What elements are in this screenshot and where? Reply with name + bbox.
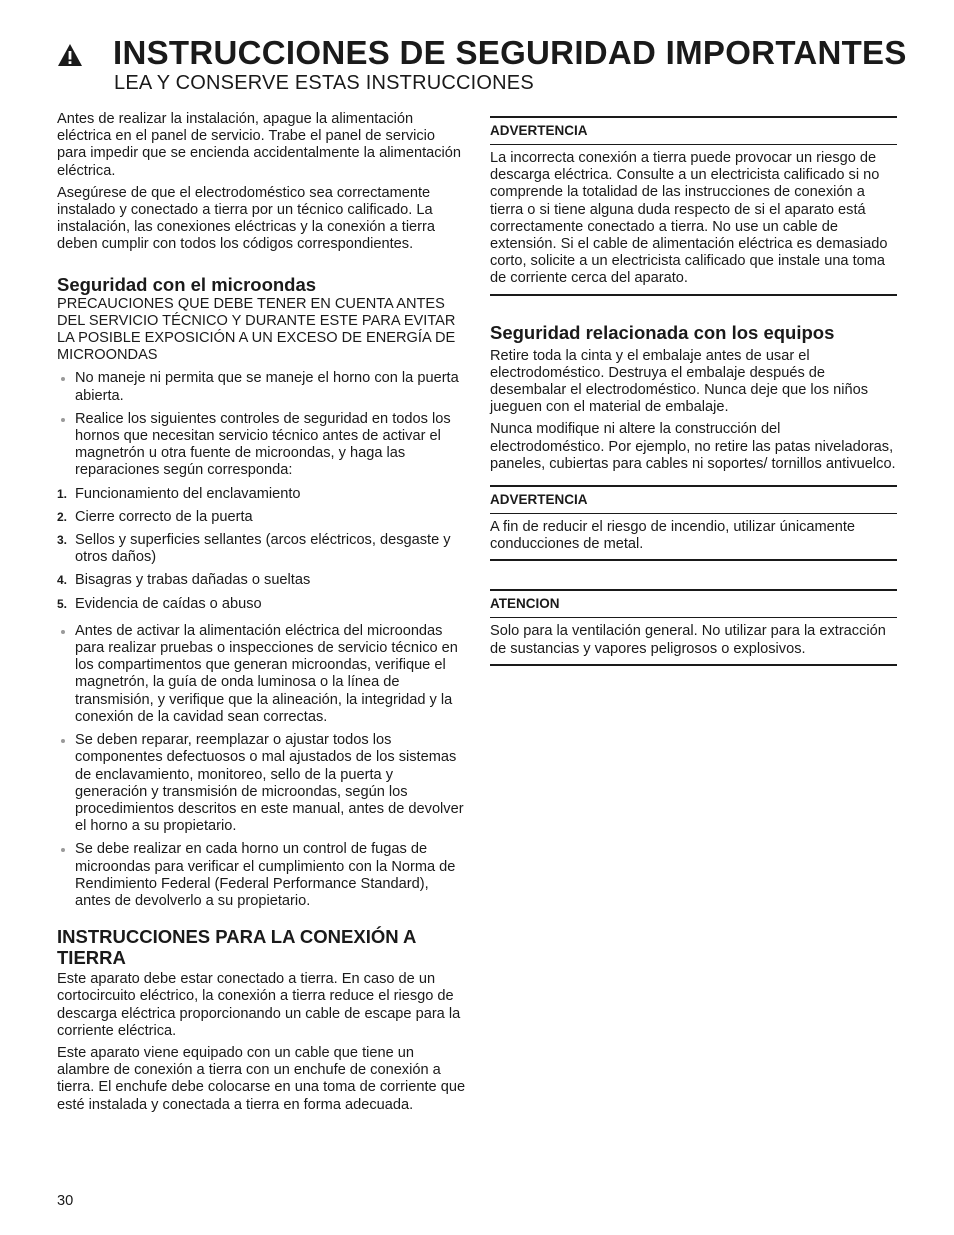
warning-label: ADVERTENCIA xyxy=(490,487,897,514)
section-heading-equipment: Seguridad relacionada con los equipos xyxy=(490,321,835,343)
intro-paragraph: Antes de realizar la instalación, apague la alimentación eléctrica en el panel de servicio. Trabe el panel de servicio para impedir que se encienda accidentalmente la alimentación eléctrica. xyxy=(57,111,462,179)
intro-paragraph: Asegúrese de que el electrodoméstico sea correctamente instalado y conectado a tierra por un técnico calificado. La instalación, las conexiones eléctricas y la conexión a tierra deben cumplir con todos los códigos correspondientes. xyxy=(57,184,436,253)
list-item xyxy=(57,509,467,526)
warning-label: ADVERTENCIA xyxy=(490,118,897,145)
step-number: 2. xyxy=(57,509,68,524)
bullet-list xyxy=(57,623,467,910)
step-text: Sellos y superficies sellantes (arcos eléctricos, desgaste y otros daños) xyxy=(75,532,451,566)
right-column xyxy=(490,116,897,666)
numbered-list xyxy=(57,486,467,613)
page-subtitle: LEA Y CONSERVE ESTAS INSTRUCCIONES xyxy=(114,72,534,94)
caution-box xyxy=(490,589,897,665)
equipment-paragraph: Nunca modifique ni altere la construcción del electrodoméstico. Por ejemplo, no retire las patas niveladoras, paneles, cubiertas para cables ni soportes/ tornillos antivuelco. xyxy=(490,421,896,472)
caution-text: PRECAUCIONES QUE DEBE TENER EN CUENTA ANTES DEL SERVICIO TÉCNICO Y DURANTE ESTE PARA EVITAR LA POSIBLE EXPOSICIÓN A UN EXCESO DE ENERGÍA DE MICROONDAS xyxy=(57,295,456,364)
step-text: Bisagras y trabas dañadas o sueltas xyxy=(75,572,311,589)
warning-triangle-icon xyxy=(57,43,83,67)
grounding-paragraph: Este aparato viene equipado con un cable que tiene un alambre de conexión a tierra con un enchufe de conexión a tierra. El enchufe debe colocarse en una toma de corriente que esté instalada y conectada a tierra en forma adecuada. xyxy=(57,1044,466,1113)
step-number: 1. xyxy=(57,486,68,501)
step-number: 3. xyxy=(57,533,68,548)
list-item: Realice los siguientes controles de seguridad en todos los hornos que necesitan servicio técnico antes de activar el magnetrón u otra fuente de microondas, y haga las reparaciones según corresponda: xyxy=(57,411,467,480)
step-number: 5. xyxy=(57,596,68,611)
left-column xyxy=(57,111,467,1119)
caution-label: ATENCION xyxy=(490,591,897,618)
warning-box xyxy=(490,485,897,561)
warning-text: A fin de reducir el riesgo de incendio, utilizar únicamente conducciones de metal. xyxy=(490,519,856,553)
list-item xyxy=(57,532,467,566)
equipment-paragraph: Retire toda la cinta y el embalaje antes de usar el electrodoméstico. Destruya el embalaje después de desembalar el electrodoméstico. Nunca deje que los niños jueguen con el material de embalaje. xyxy=(490,347,869,416)
page-title: INSTRUCCIONES DE SEGURIDAD IMPORTANTES xyxy=(113,34,907,71)
step-number: 4. xyxy=(57,573,68,588)
caution-box-text: Solo para la ventilación general. No utilizar para la extracción de sustancias y vapores peligrosos o explosivos. xyxy=(490,623,886,657)
list-item xyxy=(57,596,467,613)
warning-text: La incorrecta conexión a tierra puede provocar un riesgo de descarga eléctrica. Consulte a un electricista calificado si no comprende la totalidad de las instrucciones de conexión a tierra o si tiene alguna duda respecto de si el aparato está correctamente conectado a tierra. No use un cable de extensión. Si el cable de alimentación eléctrica es demasiado corto, solicite a un electricista calificado que instale una toma de corriente cerca del aparato. xyxy=(490,150,888,287)
page-number: 30 xyxy=(57,1193,74,1209)
grounding-paragraph: Este aparato debe estar conectado a tierra. En caso de un cortocircuito eléctrico, la conexión a tierra reduce el riesgo de descarga eléctrica proporcionando un cable de escape para la corriente eléctrica. xyxy=(57,971,461,1039)
section-heading-grounding: INSTRUCCIONES PARA LA CONEXIÓN A TIERRA xyxy=(57,926,416,969)
list-item xyxy=(57,572,467,589)
bullet-list xyxy=(57,370,467,479)
warning-box xyxy=(490,116,897,296)
step-text: Cierre correcto de la puerta xyxy=(75,508,253,525)
list-item: No maneje ni permita que se maneje el horno con la puerta abierta. xyxy=(57,370,467,404)
step-text: Evidencia de caídas o abuso xyxy=(75,595,262,612)
list-item: Se debe realizar en cada horno un control de fugas de microondas para verificar el cumplimiento con la Norma de Rendimiento Federal (Federal Performance Standard), antes de devolverlo a su propietario. xyxy=(57,841,467,910)
list-item: Se deben reparar, reemplazar o ajustar todos los componentes defectuosos o mal ajustados de los sistemas de enclavamiento, monitoreo, sello de la puerta y generación y transmisión de microondas, según los procedimientos descritos en este manual, antes de devolver el horno a su propietario. xyxy=(57,732,467,835)
list-item: Antes de activar la alimentación eléctrica del microondas para realizar pruebas o inspecciones de servicio técnico en los compartimentos que generan microondas, verifique el magnetrón, la guía de onda luminosa o la línea de transmisión, y verifique que la alineación, la integridad y la conexión de la cavidad sean correctas. xyxy=(57,623,467,726)
section-heading-microwave: Seguridad con el microondas xyxy=(57,273,317,295)
list-item xyxy=(57,486,467,503)
step-text: Funcionamiento del enclavamiento xyxy=(75,485,301,502)
